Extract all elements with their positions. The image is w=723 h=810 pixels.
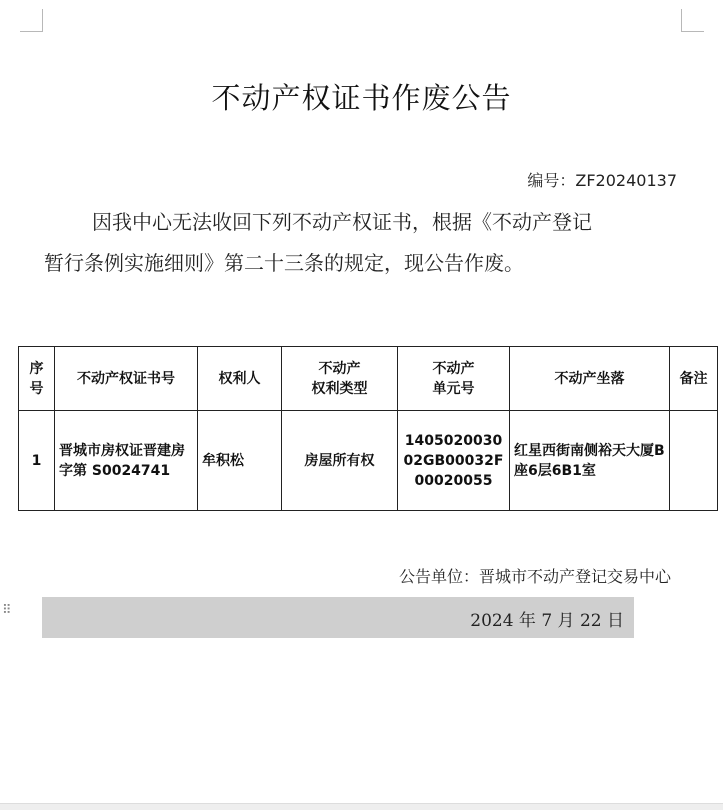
header-remark: 备注 <box>670 347 718 411</box>
issuer-line: 公告单位：晋城市不动产登记交易中心 <box>398 567 671 586</box>
date-paragraph-selected[interactable] <box>42 597 634 638</box>
cell-owner: 牟积松 <box>198 411 282 511</box>
header-cert-no: 不动产权证书号 <box>55 347 198 411</box>
drag-handle-icon[interactable]: ⠿ <box>2 603 13 618</box>
header-location: 不动产坐落 <box>510 347 670 411</box>
cell-cert-no: 晋城市房权证晋建房字第 S0024741 <box>55 411 198 511</box>
issue-date: 2024 年 7 月 22 日 <box>470 611 624 631</box>
header-owner: 权利人 <box>198 347 282 411</box>
certificate-table <box>18 346 718 511</box>
cell-location: 红星西街南侧裕天大厦B座6层6B1室 <box>510 411 670 511</box>
header-right-type: 不动产 权利类型 <box>282 347 398 411</box>
cell-remark <box>670 411 718 511</box>
document-number: 编号：ZF20240137 <box>527 171 677 190</box>
page-corner-mark-right <box>681 9 704 32</box>
document-title: 不动产权证书作废公告 <box>211 81 512 115</box>
cell-unit-no: 140502003002GB00032F00020055 <box>398 411 510 511</box>
body-paragraph <box>44 202 684 284</box>
page-corner-mark-left <box>20 9 43 32</box>
cell-seq: 1 <box>19 411 55 511</box>
body-line-2: 暂行条例实施细则》第二十三条的规定，现公告作废。 <box>44 251 524 275</box>
header-seq: 序号 <box>19 347 55 411</box>
table-row <box>19 411 718 511</box>
table-header-row <box>19 347 718 411</box>
body-line-1: 因我中心无法收回下列不动产权证书，根据《不动产登记 <box>92 210 592 234</box>
cell-right-type: 房屋所有权 <box>282 411 398 511</box>
header-unit-no: 不动产 单元号 <box>398 347 510 411</box>
